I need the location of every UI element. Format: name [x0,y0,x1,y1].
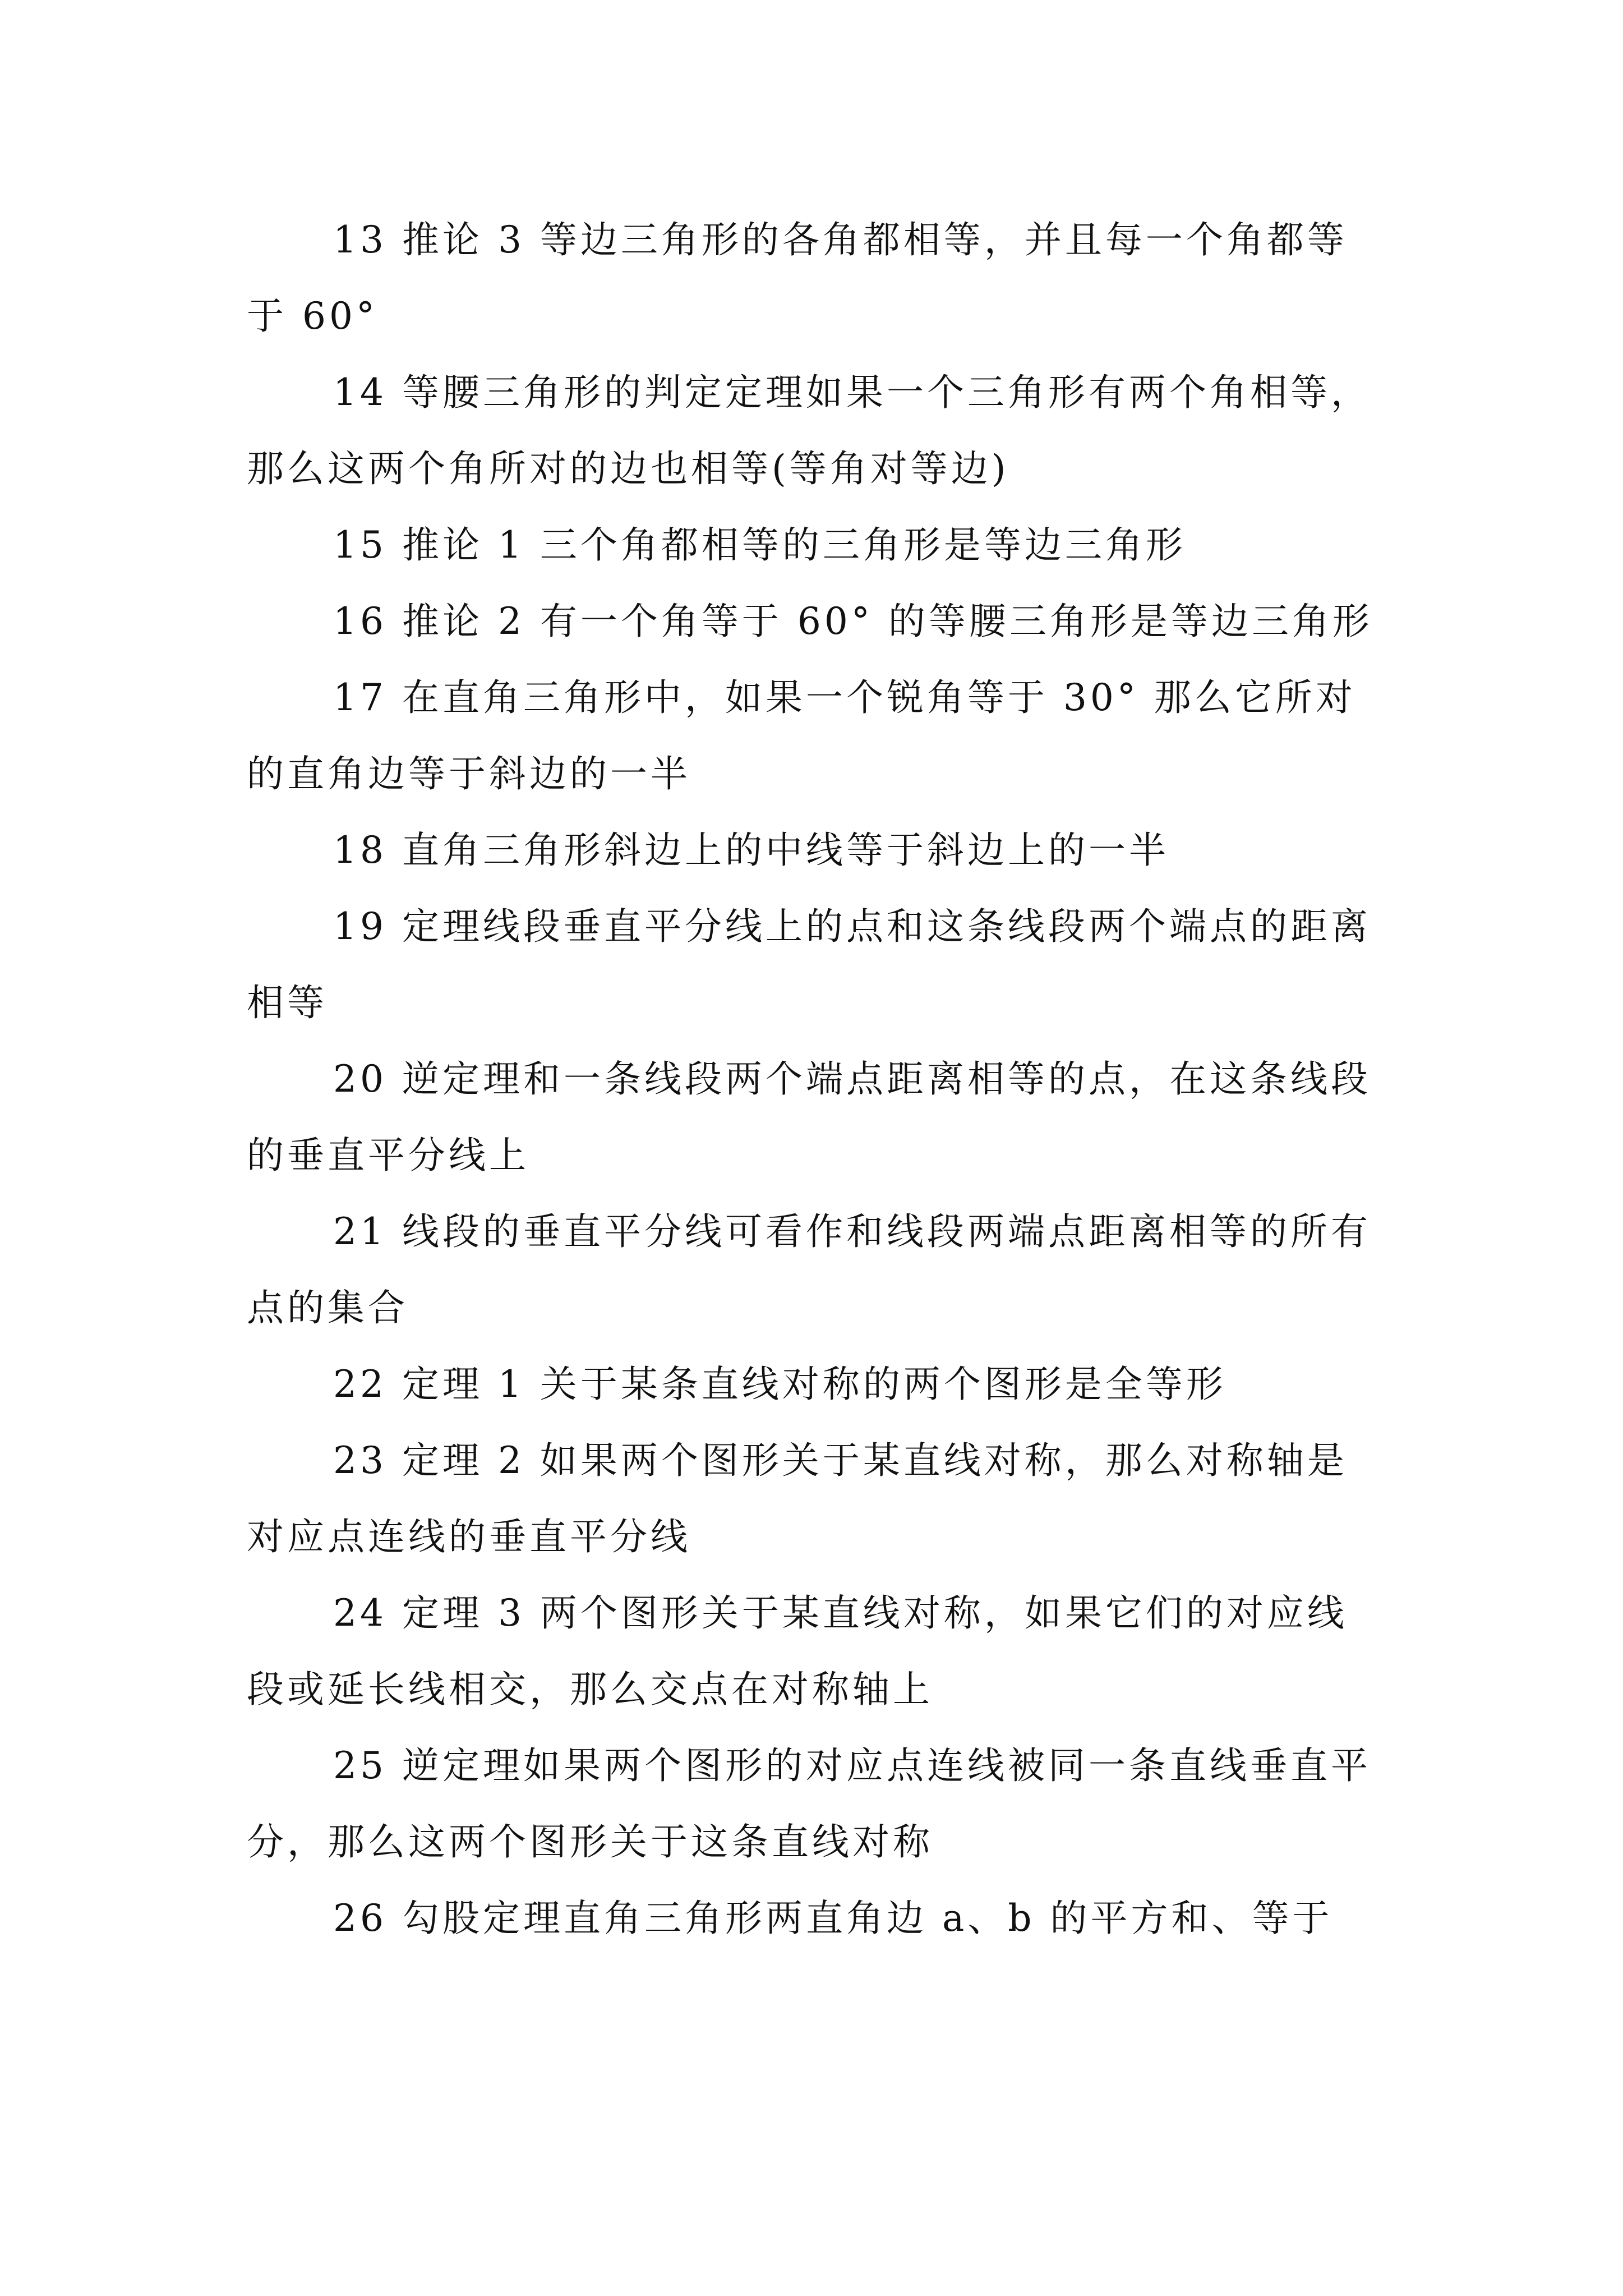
paragraph-26: 26 勾股定理直角三角形两直角边 a、b 的平方和、等于 [333,1897,1333,1940]
paragraph-19: 19 定理线段垂直平分线上的点和这条线段两个端点的距离相等 [247,905,1371,1024]
paragraph-21: 21 线段的垂直平分线可看作和线段两端点距离相等的所有点的集合 [247,1210,1371,1329]
paragraph-20: 20 逆定理和一条线段两个端点距离相等的点，在这条线段的垂直平分线上 [247,1057,1371,1177]
document-body [247,202,1380,1957]
paragraph-15: 15 推论 1 三个角都相等的三角形是等边三角形 [333,523,1186,567]
paragraph-13: 13 推论 3 等边三角形的各角都相等，并且每一个角都等于 60° [247,218,1348,338]
paragraph-25: 25 逆定理如果两个图形的对应点连线被同一条直线垂直平分，那么这两个图形关于这条直线对称 [247,1744,1371,1864]
paragraph-24: 24 定理 3 两个图形关于某直线对称，如果它们的对应线段或延长线相交，那么交点在对称轴上 [247,1591,1348,1711]
paragraph-14: 14 等腰三角形的判定定理如果一个三角形有两个角相等，那么这两个角所对的边也相等(等角对等边) [247,371,1371,490]
paragraph-18: 18 直角三角形斜边上的中线等于斜边上的一半 [333,829,1169,872]
paragraph-23: 23 定理 2 如果两个图形关于某直线对称，那么对称轴是对应点连线的垂直平分线 [247,1439,1348,1558]
paragraph-17: 17 在直角三角形中，如果一个锐角等于 30° 那么它所对的直角边等于斜边的一半 [247,676,1356,795]
paragraph-16: 16 推论 2 有一个角等于 60° 的等腰三角形是等边三角形 [333,600,1373,643]
paragraph-22: 22 定理 1 关于某条直线对称的两个图形是全等形 [333,1363,1227,1406]
